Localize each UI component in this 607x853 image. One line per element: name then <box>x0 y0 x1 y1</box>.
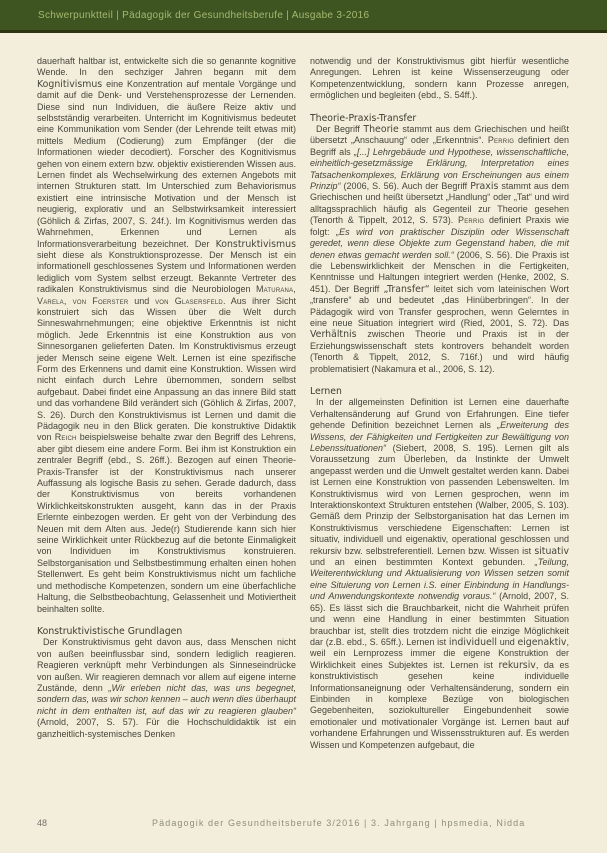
body-paragraph <box>37 637 296 740</box>
text-segment: Maturana, Varela, von Foerster <box>37 284 296 306</box>
text-segment: In der allgemeinsten Definition ist Lernen eine dauerhafte Verhaltensänderung auf Grund von Erfahrungen. Eine tiefer gehende Definition bezeichnet Lernen als <box>310 397 569 431</box>
header-breadcrumb: Schwerpunktteil | Pädagogik der Gesundheitsberufe | Ausgabe 3-2016 <box>38 9 370 21</box>
text-segment: „Teilung, Weiterentwicklung und Aktualisierung von Wissen setzen somit eine Situierung von Lernen i.S. einer Einbindung in Handlungs- und Anwendungskontexte notwendig voraus.“ <box>310 557 569 602</box>
text-segment: individuell <box>448 636 497 648</box>
text-segment: und an einen bestimmten Kontext gebunden. <box>310 557 535 568</box>
article-body <box>37 56 569 751</box>
text-segment: definiert den Begriff als <box>310 135 569 157</box>
text-segment: „Erweiterung des Wissens, der Fähigkeiten und Fertigkeiten zur Bewältigung von Lebenssituationen“ <box>310 420 569 453</box>
body-paragraph <box>310 56 569 102</box>
text-segment: „[...] Lehrgebäude und Hypothese, wissenschaftliche, einheitlich-gesetzmässige Erklärung, Interpretation eines Tatsachenkomplexes, Erklärung von Erscheinungen aus einem Prinzip“ <box>310 146 569 192</box>
text-segment: (Siebert, 2008, S. 195). Lernen gilt als Voraussetzung zum Überleben, da Instinkte der Umwelt angepasst werden und die Umwelt gestaltet werden kann. Dabei ist Lernen eine Konstruktion von passenden Lebenswelten. Im Konstruktivismus wird von Lernen gesprochen, wenn im Interaktionskontext Strukturen entstehen (Walber, 2005, S. 103). Gemäß dem Prinzip der Selbstorganisation hat das Lernen im Konstruktivismus verschiedene Eigenschaften: Lernen ist situativ, individuell und eigenaktiv, operational geschlossen und rekursiv bzw. selbstreferentiell. Lernen bzw. Wissen ist <box>310 443 569 556</box>
text-segment: (Arnold, 2007, S. 57). Für die Hochschuldidaktik ist ein ganzheitlich-systemisches Denken <box>37 717 296 739</box>
page-footer <box>37 818 569 828</box>
text-segment: Der Begriff <box>316 124 364 135</box>
text-segment: , weil ein Lernprozess immer die eigene Konstruktion der Wirklichkeit eines Subjektes ist. Lernen ist <box>310 636 569 670</box>
body-paragraph <box>310 124 569 375</box>
text-segment: beispielsweise behalte zwar den Begriff des Lehrens, aber gibt diesem eine andere Form. Bei ihm ist Konstruktion ein zentraler Begriff (ebd., S. 26ff.). Bezogen auf einen Theorie-Praxis-Transfer ist der Konstruktivismus nach unserer Auffassung als logische Basis zu sehen. Gerade dadurch, dass der Konstruktivismus von bereits vorhandenen Wirklichkeitskonstrukten ausgeht, kann das in der Praxis Erlernte einbezogen werden. Er geht von der Verbindung des Neuen mit dem Alten aus. Jede(r) Studierende kann sich hier seine Wirklichkeit unter Rückbezug auf die betonte Einmaligkeit von Individuen im Konstruktivismus konstruieren. Selbstorganisation und Selbstbestimmung erhalten einen hohen Stellenwert. Es geht beim Konstruktivismus nicht um fachliche und methodische Kompetenzen, sondern um eine überfachliche Haltung, die Selbstbeobachtung, Gelassenheit und Motiviertheit beinhalten sollte. <box>37 432 297 614</box>
text-segment: Konstruktivismus <box>215 238 296 250</box>
header-bar <box>0 0 607 33</box>
text-segment: sieht diese als Konstruktionsprozesse. Der Mensch ist ein informationell geschlossenes System und Informationen werden lediglich vom System selbst erzeugt. Bekannte Vertreter des radikalen Konstruktivismus sind die Neurobiologen <box>37 249 296 295</box>
text-segment: und <box>497 636 518 647</box>
text-segment: situativ <box>534 545 569 557</box>
text-segment: „Es wird von praktischer Disziplin oder Wissenschaft geredet, wenn diese Objekte zum Gegenstand haben, die mit denen etwas gemacht werden soll.“ <box>310 226 569 260</box>
text-segment: stammt aus dem Griechischen und heißt übersetzt „Anschauung“ oder „Erkenntnis“. <box>310 124 569 146</box>
text-segment: rekursiv <box>498 659 536 671</box>
text-segment: , da es konstruktivistisch gesehen keine individuelle Informationsaneignung oder Verhaltensänderung, sondern ein Einbinden in komplexe Bezüge von biologischen Gegebenheiten, soziokultureller Eingebundenheit sowie emotionaler und motivationaler Vorgänge ist. Lernen baut auf vorhandene Erfahrungen und Wissensstrukturen auf. Es werden Wissen und Kompetenzen aufgebaut, die <box>310 659 569 750</box>
section-heading <box>310 113 569 124</box>
page-number: 48 <box>37 818 48 828</box>
text-segment: Reich <box>54 432 77 443</box>
text-segment: und <box>128 295 156 306</box>
body-paragraph <box>310 397 569 751</box>
text-segment: Der Konstruktivismus geht davon aus, dass Menschen nicht von außen beeinflussbar sind, sondern lediglich reagieren. Reagieren verknüpft mehr Verbindungen als Sinneseindrücke von außen. Wir reagieren demnach vor allem auf eigene interne Zustände, denn <box>37 637 296 693</box>
section-heading <box>310 386 569 397</box>
text-column-right <box>310 56 569 751</box>
text-column-left <box>37 56 296 751</box>
text-segment: (2006, S. 56). Auch der Begriff <box>340 181 471 192</box>
text-segment: Konstruktivistische Grundlagen <box>37 625 183 637</box>
text-segment: leitet sich vom lateinischen Wort „transfere“ ab und bedeutet „das Hinüberbringen“. In der Pädagogik wird von Transfer gesprochen, wenn Gelerntes in eine neue Situation integriert wird (Ried, 2001, S. 72). Das <box>310 283 570 328</box>
text-segment: „Transfer“ <box>383 283 430 295</box>
text-segment: „Wir erleben nicht das, was uns begegnet, sondern das, was wir schon kennen – auch wenn dies überhaupt nicht in dem enthalten ist, auf das wir zu reagieren glauben“ <box>37 682 296 716</box>
text-segment: stammt aus dem Griechischen und heißt übersetzt „Handlung“ oder „Tat“ und wird alltagssprachlich häufig als Gegenteil zur Theorie gesehen (Tenorth & Tippelt, 2012, S. 573). <box>310 181 569 226</box>
text-segment: Lernen <box>310 385 342 397</box>
text-segment: eigenaktiv <box>517 636 567 648</box>
text-segment: dauerhaft haltbar ist, entwickelte sich die so genannte kognitive Wende. In den sechziger Jahren begann mit dem <box>37 56 296 78</box>
text-segment: Kognitivismus <box>37 78 103 90</box>
text-segment: notwendig und der Konstruktivismus gibt hierfür wesentliche Anregungen. Lehren ist keine Wissenserzeugung oder Kompetenzentwicklung, sondern kann Prozesse anregen, ermöglichen und begleiten (ebd., S. 54ff.). <box>310 56 569 101</box>
text-segment: (2006, S. 56). Die Praxis ist die Lebenswirklichkeit der Menschen in die Fertigkeiten, Kenntnisse und Haltungen integriert werden (Henke, 2002, S. 451). Der Begriff <box>310 249 569 294</box>
text-segment: Perrig <box>458 215 485 226</box>
text-segment: Praxis <box>470 181 499 193</box>
text-segment: Theorie <box>363 124 399 136</box>
journal-info: Pädagogik der Gesundheitsberufe 3/2016 | 3. Jahrgang | hpsmedia, Nidda <box>152 818 526 828</box>
text-segment: . Aus ihrer Sicht konstruiert sich das Wissen über die Welt durch Sinneswahrnehmungen; eine objektive Erkenntnis ist nicht möglich. Jede Erkenntnis ist eine Konstruktion aus von Sinnesorganen gelieferten Daten. Im Konstruktivismus erzeugt jeder Mensch seine eigene Welt. Lernen ist eine spezifische Form des Erkennens und damit eine Konstruktion. Wissen wird nicht einfach durch Lehre übernommen, sondern selbst aufgebaut. Dabei findet eine Anpassung an das innere Bild statt und das vorhandene Bild verändert sich (Göhlich & Zirfas, 2007, S. 26). Durch den Konstruktivismus ist Lernen und damit die Pädagogik neu in den Blick geraten. Die konstruktive Didaktik von <box>37 295 296 443</box>
text-segment: Theorie-Praxis-Transfer <box>310 112 417 124</box>
text-segment: zwischen Theorie und Praxis ist in der Erziehungswissenschaft stets kontrovers behandelt worden (Tenorth & Tippelt, 2012, S. 716f.) und wird häufig problematisiert (Nakamura et al., 2006, S. 12). <box>310 329 569 374</box>
text-segment: Perrig <box>487 135 515 146</box>
text-segment: von Glasersfeld <box>155 295 223 306</box>
section-heading <box>37 626 296 637</box>
text-segment: Verhältnis <box>310 329 357 341</box>
text-segment: eine Konzentration auf mentale Vorgänge und damit auf die Denk- und Verstehensprozesse der Lernenden. Diese sind nun Individuen, die äußere Reize aktiv und selbstständig verarbeiten. Unterricht im Kognitivismus bedeutet eine Kommunikation vom Sender (der Lehrende teilt etwas mit) mittels Medium (Codierung) zum Empfänger (der die Informationen wieder decodiert). Forscher des Kognitivismus gehen von einem extern bzw. objektiv existierenden Wissen aus. Lernen findet als Wechselwirkung des externen Angebots mit internen Strukturen statt. Im Unterschied zum Behaviorismus existiert eine intrinsische Motivation und der Mensch ist neugierig, explorativ und an Selbstwirksamkeit interessiert (Göhlich & Zirfas, 2007, S. 24f.). Im Kognitivismus werden das Wahrnehmen, Erkennen und Lernen als Informationsverarbeitung bezeichnet. Der <box>37 78 296 249</box>
text-segment: (Arnold, 2007, S. 65). Es lässt sich die Brauchbarkeit, nicht die Wahrheit prüfen und wenn eine Handlung in einer bestimmten Situation brauchbar ist, stellt dies trotzdem nicht die einzige Möglichkeit dar (z.B. ebd., S. 65ff.). Lernen ist <box>310 591 569 647</box>
body-paragraph <box>37 56 296 615</box>
text-segment: definiert Praxis wie folgt: <box>310 215 570 237</box>
